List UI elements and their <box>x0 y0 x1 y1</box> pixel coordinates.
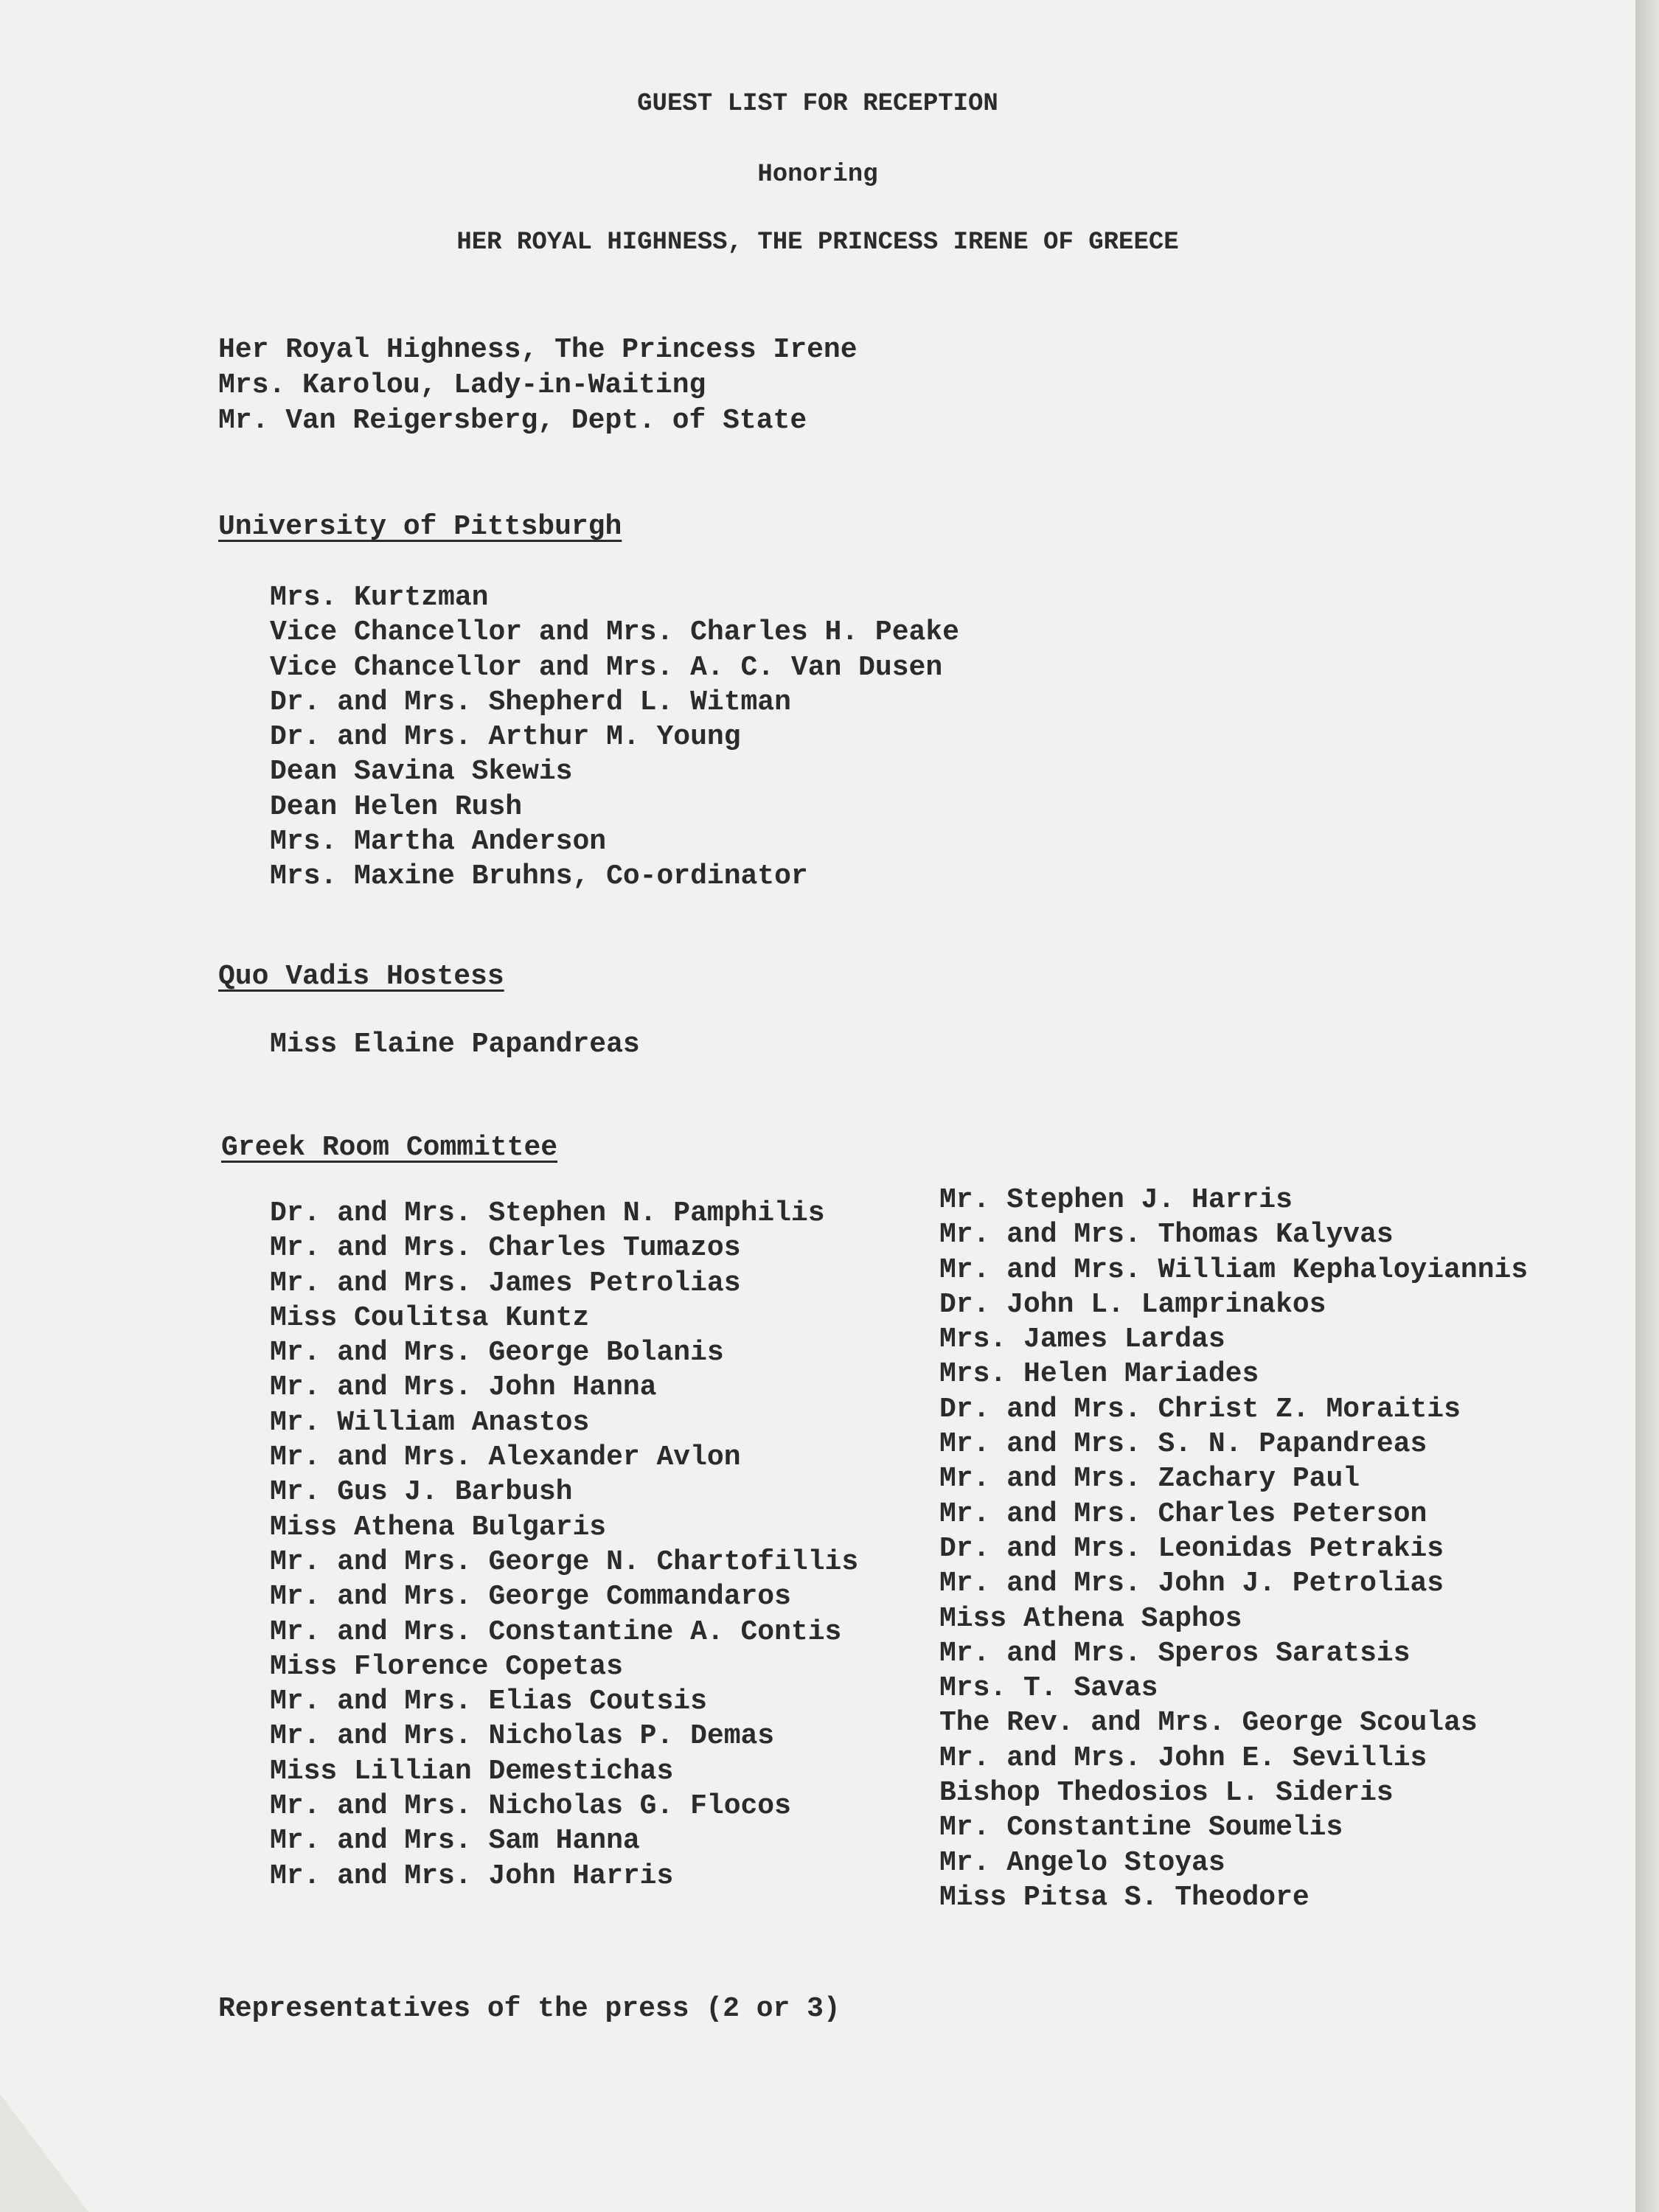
greek-room-right-column <box>939 1183 1528 1915</box>
press-note: Representatives of the press (2 or 3) <box>218 1993 841 2025</box>
guest-entry: Miss Lillian Demestichas <box>270 1755 674 1787</box>
principal-guest: Mr. Van Reigersberg, Dept. of State <box>218 405 807 437</box>
guest-entry: Mrs. T. Savas <box>939 1672 1158 1705</box>
guest-entry: Mr. and Mrs. Speros Saratsis <box>939 1637 1411 1669</box>
section-heading-greek-room: Greek Room Committee <box>221 1132 558 1164</box>
principal-guest: Mrs. Karolou, Lady-in-Waiting <box>218 369 706 401</box>
guest-entry: Dr. and Mrs. Arthur M. Young <box>270 721 741 754</box>
guest-entry: Miss Athena Saphos <box>939 1602 1242 1635</box>
guest-entry: Mr. Stephen J. Harris <box>939 1184 1293 1216</box>
guest-entry: Mrs. Martha Anderson <box>270 826 607 858</box>
guest-entry: Dr. and Mrs. Stephen N. Pamphilis <box>270 1197 825 1229</box>
guest-entry: Dr. and Mrs. Christ Z. Moraitis <box>939 1393 1461 1425</box>
guest-entry: Mr. and Mrs. John J. Petrolias <box>939 1568 1444 1600</box>
guest-entry: Miss Athena Bulgaris <box>270 1511 607 1543</box>
paper-fold <box>0 2094 88 2212</box>
guest-entry: Mr. and Mrs. Elias Coutsis <box>270 1686 707 1718</box>
guest-entry: Dr. and Mrs. Leonidas Petrakis <box>939 1532 1444 1565</box>
guest-entry: Dean Helen Rush <box>270 790 523 823</box>
guest-entry: Mr. and Mrs. William Kephaloyiannis <box>939 1253 1528 1286</box>
document-subtitle: Honoring <box>757 161 878 189</box>
guest-entry: Vice Chancellor and Mrs. Charles H. Peake <box>270 616 959 649</box>
guest-entry: Mr. and Mrs. John Hanna <box>270 1371 657 1404</box>
principal-guest: Her Royal Highness, The Princess Irene <box>218 334 858 366</box>
guest-entry: Mrs. Maxine Bruhns, Co-ordinator <box>270 860 808 893</box>
guest-entry: Mr. and Mrs. Nicholas G. Flocos <box>270 1790 791 1823</box>
guest-entry: Mr. and Mrs. George N. Chartofillis <box>270 1545 859 1578</box>
guest-entry: Bishop Thedosios L. Sideris <box>939 1777 1394 1809</box>
university-guest-list <box>270 580 959 894</box>
guest-entry: Mr. William Anastos <box>270 1406 590 1439</box>
guest-entry: Mr. Constantine Soumelis <box>939 1812 1343 1844</box>
section-heading-university: University of Pittsburgh <box>218 511 622 543</box>
guest-entry: Dr. and Mrs. Shepherd L. Witman <box>270 686 791 718</box>
guest-entry: Mrs. Kurtzman <box>270 582 489 613</box>
guest-entry: Mr. and Mrs. George Commandaros <box>270 1581 791 1613</box>
guest-entry: Miss Coulitsa Kuntz <box>270 1301 590 1334</box>
guest-entry: Mrs. Helen Mariades <box>939 1358 1259 1391</box>
greek-room-left-column <box>270 1196 858 1893</box>
guest-entry: Mr. and Mrs. George Bolanis <box>270 1337 724 1369</box>
guest-entry: Mr. and Mrs. Charles Peterson <box>939 1498 1427 1530</box>
guest-entry: Mrs. James Lardas <box>939 1324 1225 1356</box>
guest-entry: Miss Pitsa S. Theodore <box>939 1881 1310 1913</box>
guest-entry: Mr. and Mrs. Thomas Kalyvas <box>939 1219 1394 1251</box>
guest-entry: Mr. and Mrs. Alexander Avlon <box>270 1441 741 1474</box>
guest-entry: Mr. Gus J. Barbush <box>270 1476 573 1509</box>
guest-entry: Dean Savina Skewis <box>270 756 573 788</box>
guest-entry: Miss Elaine Papandreas <box>270 1029 640 1060</box>
guest-entry: Mr. and Mrs. Nicholas P. Demas <box>270 1720 775 1753</box>
guest-entry: Mr. and Mrs. Zachary Paul <box>939 1463 1360 1495</box>
section-heading-quo-vadis: Quo Vadis Hostess <box>218 961 504 992</box>
guest-entry: Mr. and Mrs. Constantine A. Contis <box>270 1615 842 1648</box>
guest-entry: Mr. and Mrs. John E. Sevillis <box>939 1742 1427 1774</box>
document-title: GUEST LIST FOR RECEPTION <box>637 90 998 118</box>
guest-entry: Mr. and Mrs. Charles Tumazos <box>270 1232 741 1265</box>
honoree-line: HER ROYAL HIGHNESS, THE PRINCESS IRENE OF GREECE <box>456 229 1179 257</box>
guest-entry: Mr. and Mrs. S. N. Papandreas <box>939 1428 1427 1461</box>
page-edge-shadow <box>1635 0 1659 2212</box>
guest-entry: Mr. and Mrs. Sam Hanna <box>270 1825 640 1857</box>
guest-entry: Dr. John L. Lamprinakos <box>939 1288 1326 1321</box>
guest-entry: The Rev. and Mrs. George Scoulas <box>939 1707 1478 1739</box>
guest-entry: Mr. and Mrs. John Harris <box>270 1860 674 1892</box>
guest-entry: Mr. and Mrs. James Petrolias <box>270 1267 741 1299</box>
guest-entry: Mr. Angelo Stoyas <box>939 1846 1225 1879</box>
guest-entry: Miss Florence Copetas <box>270 1650 623 1683</box>
guest-entry: Vice Chancellor and Mrs. A. C. Van Dusen <box>270 651 943 684</box>
